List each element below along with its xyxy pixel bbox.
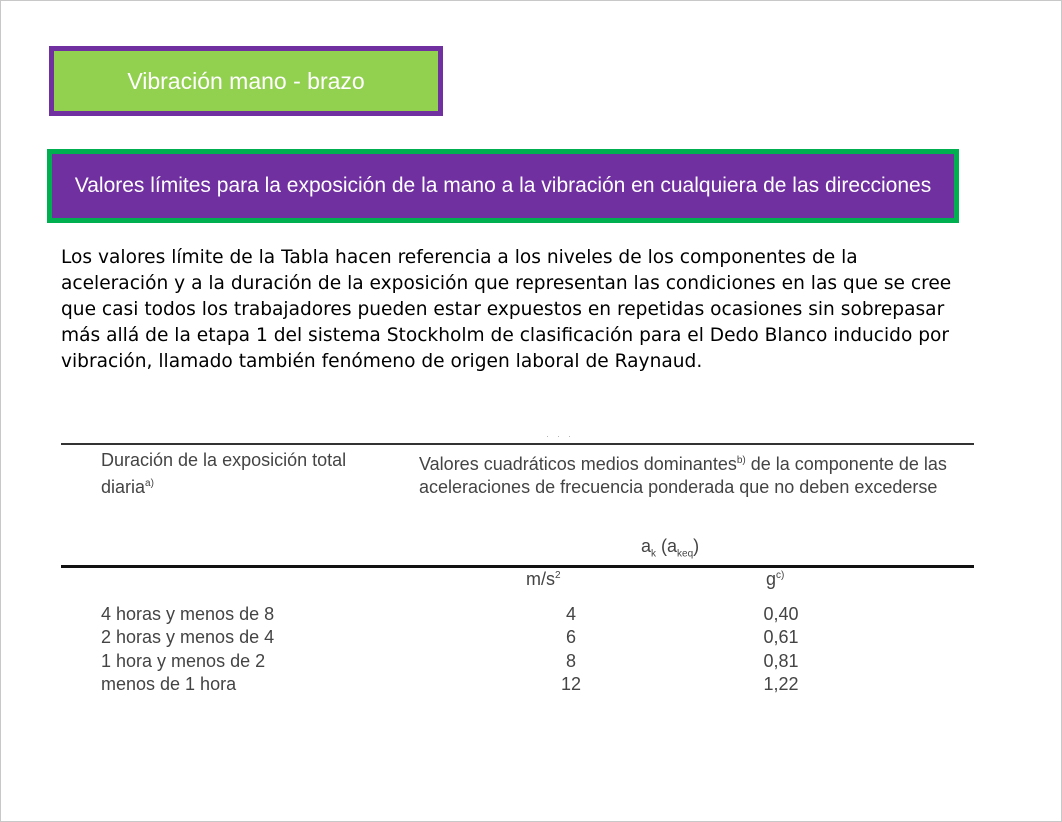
header-values: Valores cuadráticos medios dominantes$^{b)}$ de la componente de las aceleraciones de frecuencia ponderada que no deben excederse <box>419 454 947 497</box>
table-row <box>61 674 974 697</box>
header-duration: Duración de la exposición total diaria$^{a)}$ <box>101 450 347 497</box>
ms2-cell: 4 <box>565 604 576 624</box>
duration-cell: menos de 1 hora <box>101 673 237 694</box>
header-symbol: $a_k$ $(a_{keq})$ <box>641 536 700 560</box>
table-row <box>61 604 974 627</box>
subtitle-text: Valores límites para la exposición de la mano a la vibración en cualquiera de las direcciones <box>74 174 932 197</box>
table-header-rule <box>61 565 974 568</box>
g-cell: 1,22 <box>763 673 799 694</box>
unit-ms2: $m/s^2$ <box>526 569 561 589</box>
table-row <box>61 627 974 650</box>
duration-cell: 4 horas y menos de 8 <box>101 604 275 624</box>
g-cell: 0,81 <box>763 650 799 671</box>
ms2-cell: 8 <box>565 650 576 671</box>
unit-g: $g^{c)}$ <box>766 569 785 589</box>
body-paragraph: Los valores límite de la Tabla hacen referencia a los niveles de los componentes de la aceleración y a la duración de la exposición que representan las condiciones en las que se cree que casi todos los trabajadores pueden estar expuestos en repetidas ocasiones sin sobrepasar más allá de la etapa 1 del sistema Stockholm de clasificación para el Dedo Blanco inducido por vibración, llamado también fenómeno de origen laboral de Raynaud. <box>61 247 952 372</box>
title-text: Vibración mano - brazo <box>127 67 365 94</box>
table-top-rule <box>61 443 974 445</box>
g-cell: 0,40 <box>763 604 799 624</box>
slide-title <box>49 46 443 116</box>
decorative-dots: ··· <box>546 431 579 441</box>
table-row <box>61 651 974 674</box>
ms2-cell: 6 <box>565 627 576 648</box>
g-cell: 0,61 <box>763 627 799 648</box>
duration-cell: 2 horas y menos de 4 <box>101 627 275 648</box>
slide-subtitle <box>47 149 959 223</box>
ms2-cell: 12 <box>560 673 582 694</box>
duration-cell: 1 hora y menos de 2 <box>101 650 266 671</box>
